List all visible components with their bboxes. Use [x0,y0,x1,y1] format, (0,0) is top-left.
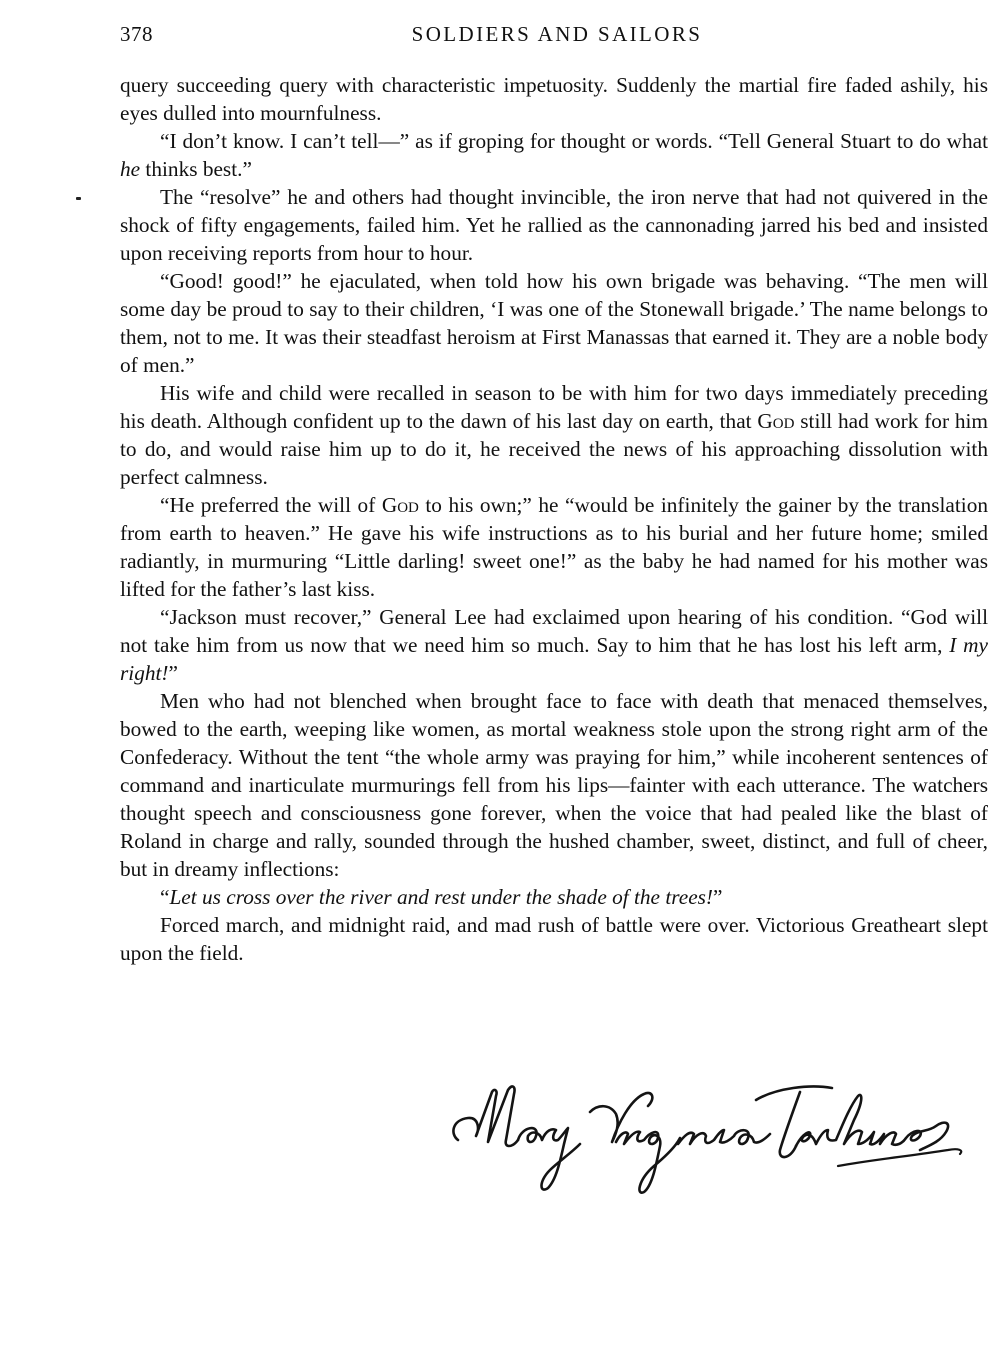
signature-text: Mary Virginia Terhune [440,1070,450,1071]
text-run: still had work for him to do, and would raise him up to do it, he received the news of his approaching dissolution with perfect calmness. [120,409,988,489]
text-run: thinks best.” [140,157,252,181]
paragraph [120,267,988,379]
text-run: ” [713,885,723,909]
text-run: Forced march, and midnight raid, and mad rush of battle were over. Victorious Greatheart slept upon the field. [120,913,988,965]
paragraph [120,911,988,967]
text-run: “Jackson must recover,” General Lee had exclaimed upon hearing of his condition. “God will not take him from us now that we need him so much. Say to him that he has lost his left arm, [120,605,988,657]
text-run: “He preferred the will of [160,493,382,517]
small-caps-text: God [381,493,419,517]
text-run: His wife and child were recalled in season to be with him for two days immediately preceding his death. Although confident up to the dawn of his last day on earth, that [120,381,988,433]
italic-text: Let us cross over the river and rest under the shade of the trees! [169,885,714,909]
paragraph [120,379,988,491]
page-header [120,20,988,52]
paragraph [120,491,988,603]
italic-text: he [120,157,141,181]
body-text [120,71,988,967]
paragraph [120,883,988,911]
running-head: SOLDIERS AND SAILORS [411,22,703,46]
text-run: “ [160,885,170,909]
paragraph [120,603,988,687]
paragraph [120,127,988,183]
italic-text: I my right! [120,633,989,685]
paragraph [120,687,988,883]
text-run: “Good! good!” he ejaculated, when told how his own brigade was behaving. “The men will some day be proud to say to their children, ‘I was one of the Stonewall brigade.’ The name belongs to them, not to me. It was their steadfast heroism at First Manassas that earned it. They are a noble body of men.” [120,269,988,377]
paragraph [120,71,988,127]
page-number: 378 [120,22,153,46]
text-run: query succeeding query with characteristic impetuosity. Suddenly the martial fire faded ashily, his eyes dulled into mournfulness. [120,73,988,125]
text-run: ” [168,661,178,685]
text-run: The “resolve” he and others had thought invincible, the iron nerve that had not quivered in the shock of fifty engagements, failed him. Yet he rallied as the cannonading jarred his bed and insisted upon receiving reports from hour to hour. [120,185,988,265]
signature [440,1070,980,1200]
text-run: Men who had not blenched when brought face to face with death that menaced themselves, bowed to the earth, weeping like women, as mortal weakness stole upon the strong right arm of the Confederacy. Without the tent “the whole army was praying for him,” while incoherent sentences of command and inarticulate murmurings fell from his lips—fainter with each utterance. The watchers thought speech and consciousness gone forever, when the voice that had pealed like the blast of Roland in charge and rally, sounded through the hushed chamber, sweet, distinct, and full of cheer, but in dreamy inflections: [120,689,988,881]
text-run: “I don’t know. I can’t tell—” as if groping for thought or words. “Tell General Stuart to do what [160,129,988,153]
margin-mark [76,197,81,200]
paragraph [120,183,988,267]
small-caps-text: God [757,409,795,433]
text-run: to his own;” he “would be infinitely the gainer by the translation from earth to heaven.” He gave his wife instructions as to his burial and her future home; smiled radiantly, in murmuring “Little darling! sweet one!” as the baby he had named for his mother was lifted for the father’s last kiss. [120,493,988,601]
